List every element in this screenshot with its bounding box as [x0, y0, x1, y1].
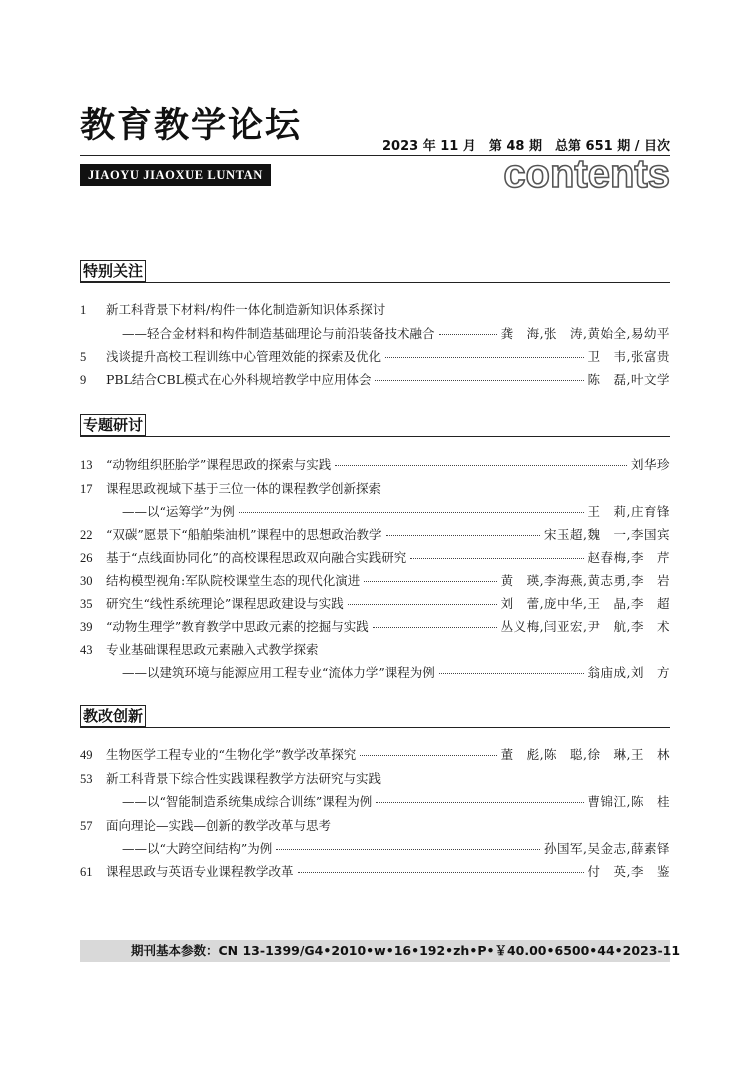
entry-authors: 赵春梅,李 芹: [587, 550, 670, 565]
entry-authors: 刘 蕾,庞中华,王 晶,李 超: [500, 596, 670, 611]
entry-title: 课程思政与英语专业课程教学改革: [106, 864, 294, 879]
footer-text: 期刊基本参数：CN 13-1399/G4•2010•w•16•192•zh•P•￥40.00•6500•44•2023-11: [131, 943, 681, 958]
page-number: 5: [80, 350, 87, 364]
toc-entry[interactable]: [80, 571, 670, 591]
entry-authors: 董 彪,陈 聪,徐 琳,王 林: [500, 747, 670, 762]
entry-title: ——以“大跨空间结构”为例: [122, 841, 273, 856]
entry-authors: 王 莉,庄育锋: [587, 504, 670, 519]
dot-leader: [335, 465, 627, 466]
dot-leader: [376, 802, 583, 803]
toc-entry[interactable]: [80, 745, 670, 765]
entry-title: 研究生“线性系统理论”课程思政建设与实践: [106, 596, 344, 611]
page-number: 57: [80, 819, 93, 833]
toc-entry-subtitle[interactable]: [80, 839, 670, 859]
toc-entry[interactable]: [80, 370, 670, 390]
entry-authors: 卫 韦,张富贵: [587, 349, 670, 364]
entry-authors: 黄 瑛,李海燕,黄志勇,李 岩: [500, 573, 670, 588]
dot-leader: [298, 872, 584, 873]
entry-title: 新工科背景下材料/构件一体化制造新知识体系探讨: [106, 302, 386, 317]
toc-entry[interactable]: [80, 617, 670, 637]
toc-entry[interactable]: [80, 816, 670, 836]
page-number: 43: [80, 643, 93, 657]
section-title: 特别关注: [80, 260, 146, 282]
dot-leader: [385, 357, 584, 358]
toc-entry[interactable]: [80, 347, 670, 367]
entry-title: ——以建筑环境与能源应用工程专业“流体力学”课程为例: [122, 665, 435, 680]
issue-info: 2023 年 11 月 第 48 期 总第 651 期 / 目次: [382, 139, 670, 154]
entry-authors: 龚 海,张 涛,黄始全,易幼平: [500, 326, 670, 341]
toc-entry[interactable]: [80, 640, 670, 660]
section-title: 教改创新: [80, 705, 146, 727]
dot-leader: [373, 627, 497, 628]
page-number: 17: [80, 482, 93, 496]
page-number: 26: [80, 551, 93, 565]
entry-title: 基于“点线面协同化”的高校课程思政双向融合实践研究: [106, 550, 407, 565]
dot-leader: [410, 558, 583, 559]
page-number: 35: [80, 597, 93, 611]
dot-leader: [364, 581, 496, 582]
page-number: 39: [80, 620, 93, 634]
toc-entry[interactable]: [80, 479, 670, 499]
toc-entry-subtitle[interactable]: [80, 324, 670, 344]
entry-authors: 付 英,李 鉴: [587, 864, 670, 879]
page-number: 53: [80, 772, 93, 786]
entry-title: 结构模型视角:军队院校课堂生态的现代化演进: [106, 573, 361, 588]
entry-title: ——轻合金材料和构件制造基础理论与前沿装备技术融合: [122, 326, 435, 341]
entry-authors: 曹锦江,陈 桂: [587, 794, 670, 809]
page-number: 61: [80, 865, 93, 879]
section-rule: [80, 727, 670, 728]
page-number: 22: [80, 528, 93, 542]
dot-leader: [276, 849, 540, 850]
dot-leader: [439, 673, 584, 674]
entry-title: “动物组织胚胎学”课程思政的探索与实践: [106, 457, 332, 472]
toc-entry[interactable]: [80, 594, 670, 614]
entry-title: 课程思政视域下基于三位一体的课程教学创新探索: [106, 481, 382, 496]
section-title: 专题研讨: [80, 414, 146, 436]
entry-title: 专业基础课程思政元素融入式教学探索: [106, 642, 319, 657]
contents-word: contents: [503, 152, 670, 196]
section-rule: [80, 282, 670, 283]
entry-authors: 刘华珍: [630, 457, 670, 472]
entry-authors: 丛义梅,闫亚宏,尹 航,李 术: [500, 619, 670, 634]
entry-authors: 翁庙成,刘 方: [587, 665, 670, 680]
page-number: 13: [80, 458, 93, 472]
dot-leader: [386, 535, 540, 536]
entry-title: “双碳”愿景下“船舶柴油机”课程中的思想政治教学: [106, 527, 382, 542]
toc-entry-subtitle[interactable]: [80, 502, 670, 522]
page-number: 1: [80, 303, 87, 317]
section-rule: [80, 436, 670, 437]
entry-authors: 孙国军,吴金志,薛素铎: [544, 841, 670, 856]
entry-title: 新工科背景下综合性实践课程教学方法研究与实践: [106, 771, 382, 786]
dot-leader: [239, 512, 584, 513]
journal-title: 教育教学论坛: [80, 105, 303, 146]
entry-title: 面向理论—实践—创新的教学改革与思考: [106, 818, 332, 833]
journal-pinyin: JIAOYU JIAOXUE LUNTAN: [80, 164, 271, 186]
toc-entry-subtitle[interactable]: [80, 792, 670, 812]
dot-leader: [375, 380, 583, 381]
page-number: 49: [80, 748, 93, 762]
toc-entry[interactable]: [80, 525, 670, 545]
entry-authors: 陈 磊,叶文学: [587, 372, 670, 387]
dot-leader: [439, 334, 497, 335]
toc-entry[interactable]: [80, 455, 670, 475]
entry-title: ——以“运筹学”为例: [122, 504, 235, 519]
entry-title: “动物生理学”教育教学中思政元素的挖掘与实践: [106, 619, 369, 634]
entry-title: 生物医学工程专业的“生物化学”教学改革探究: [106, 747, 357, 762]
page-number: 30: [80, 574, 93, 588]
entry-authors: 宋玉超,魏 一,李国宾: [544, 527, 670, 542]
entry-title: PBL结合CBL模式在心外科规培教学中应用体会: [106, 372, 372, 387]
toc-entry[interactable]: [80, 769, 670, 789]
toc-entry[interactable]: [80, 300, 670, 320]
dot-leader: [348, 604, 497, 605]
page-number: 9: [80, 373, 87, 387]
toc-entry[interactable]: [80, 548, 670, 568]
entry-title: ——以“智能制造系统集成综合训练”课程为例: [122, 794, 373, 809]
toc-entry[interactable]: [80, 862, 670, 882]
toc-entry-subtitle[interactable]: [80, 663, 670, 683]
dot-leader: [360, 755, 496, 756]
entry-title: 浅谈提升高校工程训练中心管理效能的探索及优化: [106, 349, 382, 364]
